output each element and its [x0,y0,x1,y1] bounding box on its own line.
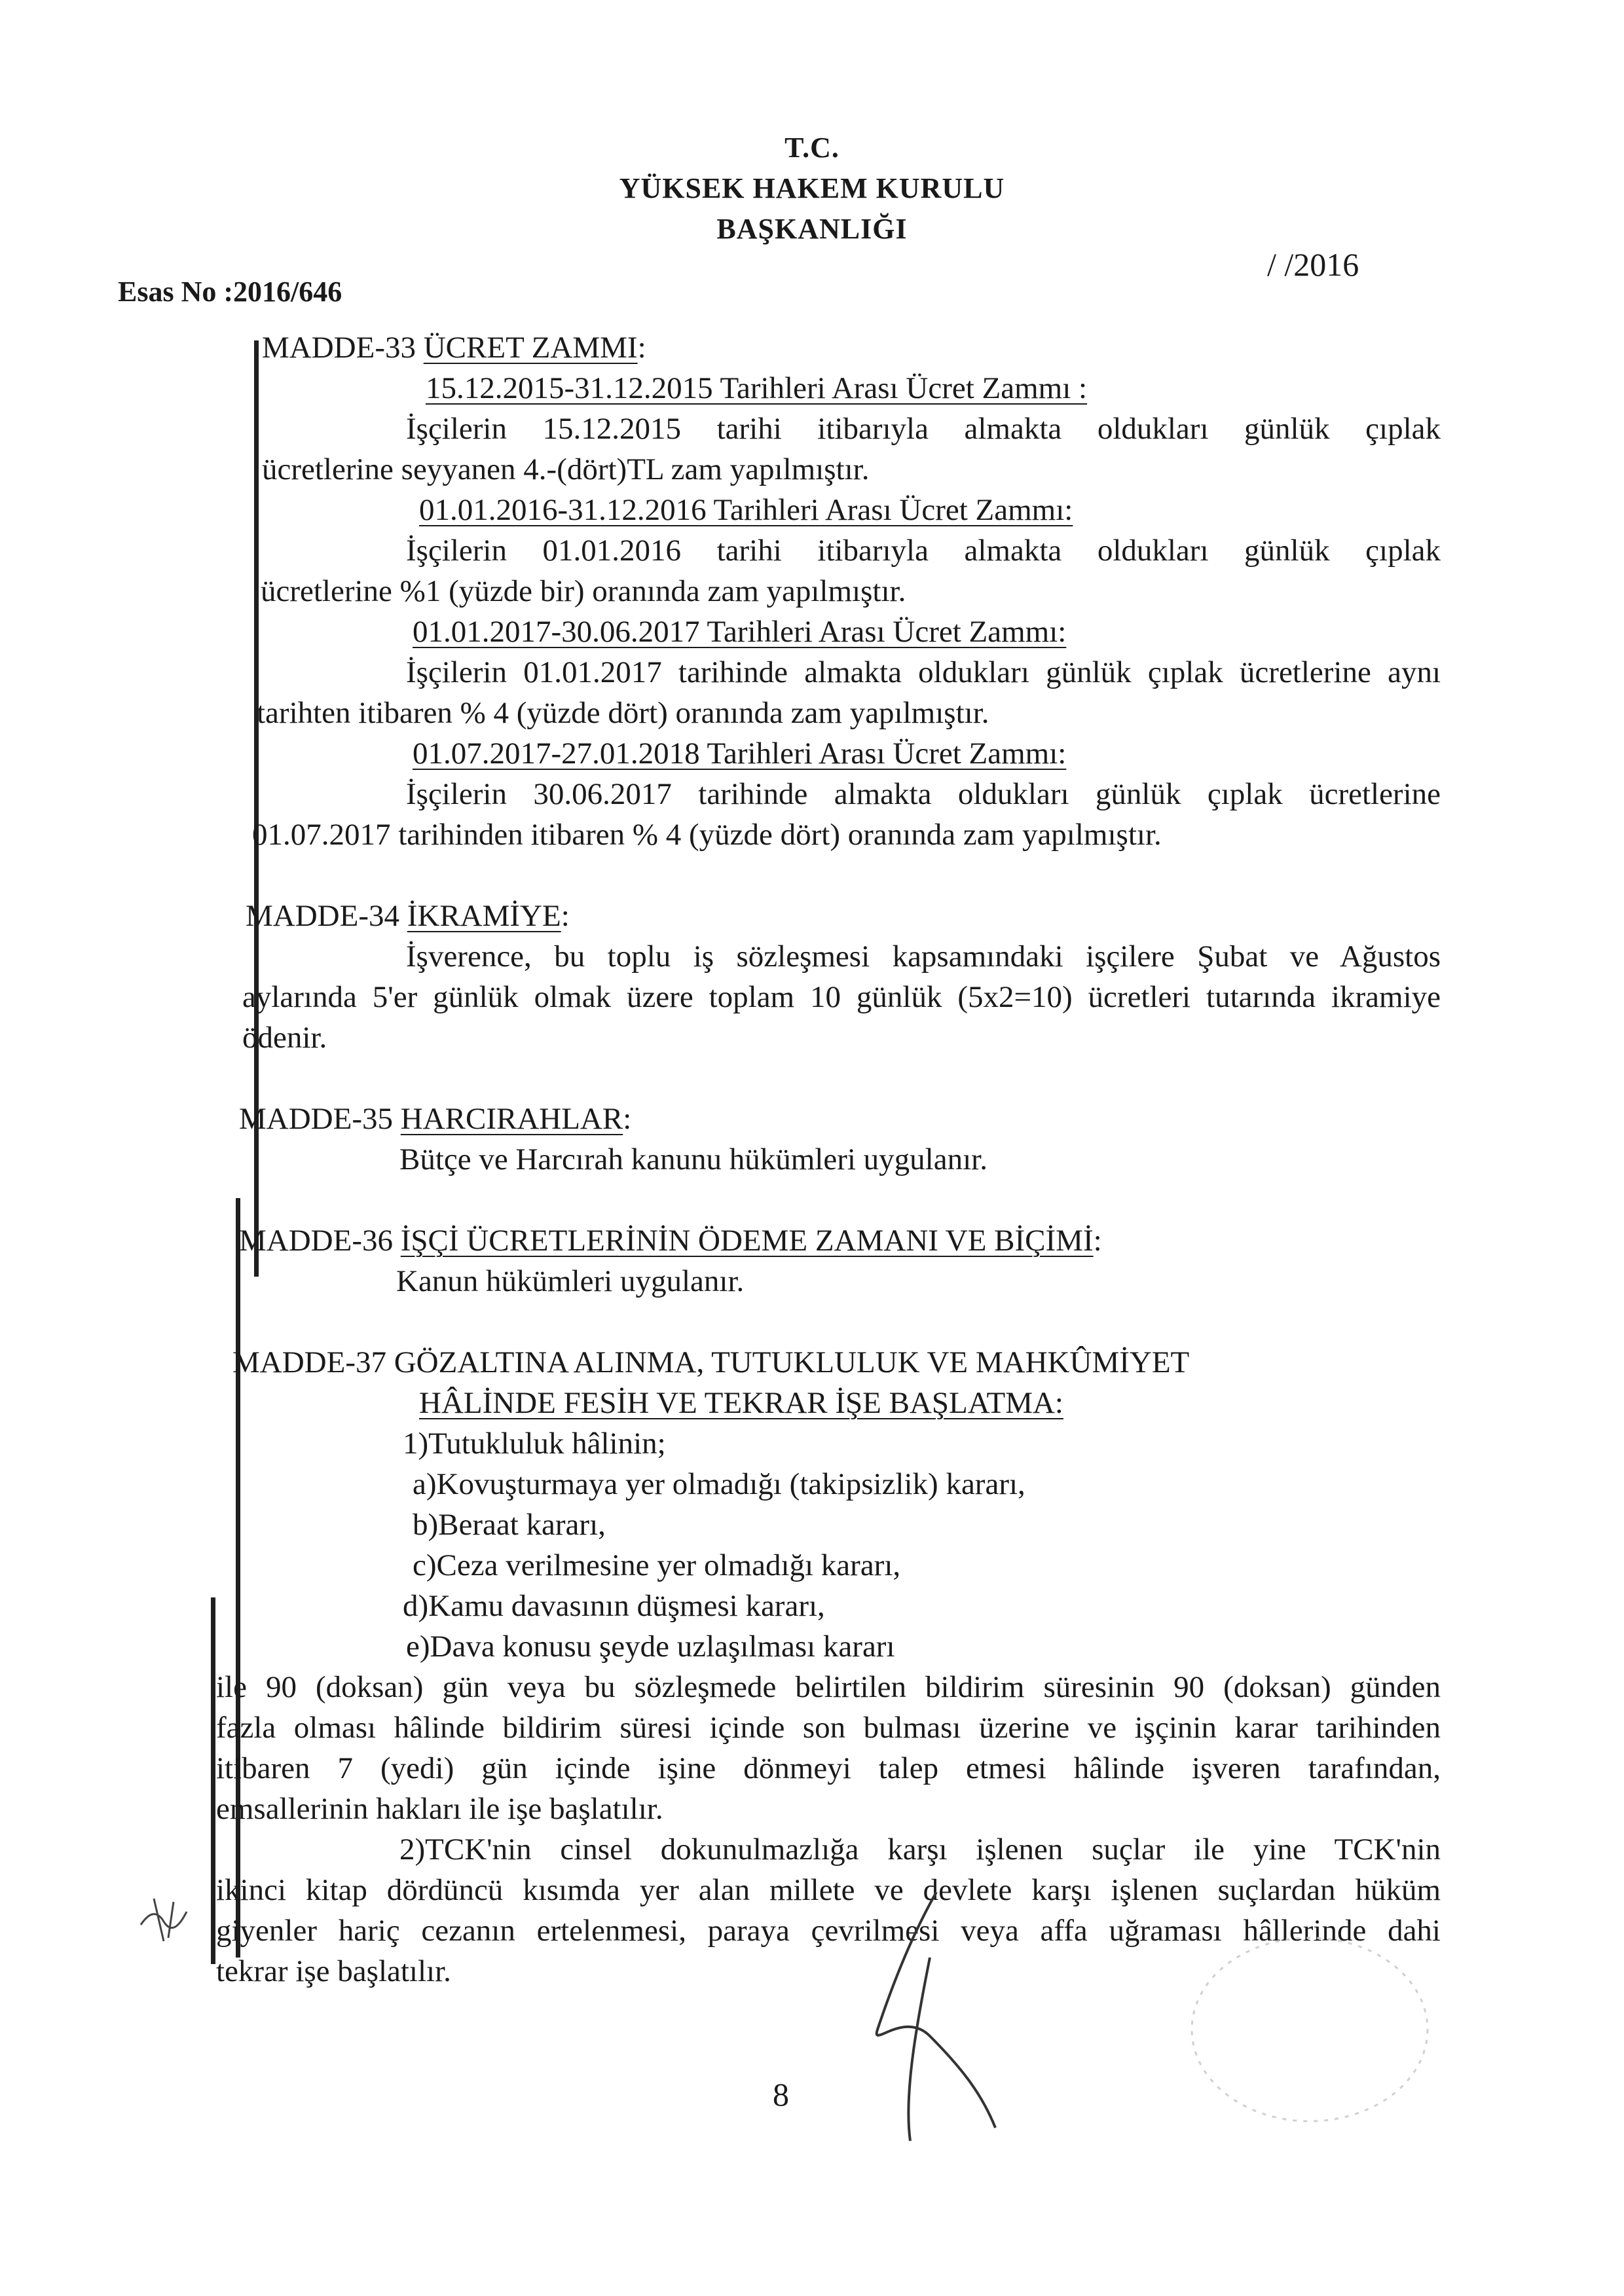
header-tc: T.C. [784,132,840,164]
paragraph-line: ücretlerine %1 (yüzde bir) oranında zam yapılmıştır. [261,574,906,608]
paragraph-line: aylarında 5'er günlük olmak üzere toplam 10 günlük (5x2=10) ücretleri tutarında ikramiye [242,980,1441,1014]
section-heading: 15.12.2015-31.12.2015 Tarihleri Arası Ücret Zammı : [426,371,1088,405]
article-37-heading-cont: HÂLİNDE FESİH VE TEKRAR İŞE BAŞLATMA: [419,1386,1063,1420]
paragraph-line: ücretlerine seyyanen 4.-(dört)TL zam yapılmıştır. [262,452,870,486]
initials-mark [128,1886,206,1944]
case-number: Esas No :2016/646 [118,276,342,308]
article-33-heading: MADDE-33 ÜCRET ZAMMI: [262,331,646,365]
article-34-title: İKRAMİYE [407,899,561,933]
document-body [216,327,1441,1992]
faint-stamp-mark [1172,1918,1447,2141]
section-heading: 01.01.2017-30.06.2017 Tarihleri Arası Ücret Zammı: [413,615,1067,649]
document-date: / /2016 [1267,246,1359,283]
article-33-title: ÜCRET ZAMMI [423,331,638,365]
article-34-heading: MADDE-34 İKRAMİYE: [246,899,570,933]
list-item: d)Kamu davasının düşmesi kararı, [403,1589,825,1623]
section-heading: 01.07.2017-27.01.2018 Tarihleri Arası Ücret Zammı: [413,737,1067,771]
paragraph-line: fazla olması hâlinde bildirim süresi içinde son bulması üzerine ve işçinin karar tarihinden [216,1711,1441,1745]
article-36-title: İŞÇİ ÜCRETLERİNİN ÖDEME ZAMANI VE BİÇİMİ [400,1224,1094,1258]
margin-bar [211,1597,215,1964]
list-item: b)Beraat kararı, [413,1508,606,1542]
header-department: BAŞKANLIĞI [716,213,908,245]
paragraph-line: 2)TCK'nin cinsel dokunulmazlığa karşı işlenen suçlar ile yine TCK'nin [399,1832,1441,1867]
paragraph-line: Kanun hükümleri uygulanır. [396,1264,745,1298]
paragraph-line: İşçilerin 15.12.2015 tarihi itibarıyla almakta oldukları günlük çıplak [406,412,1441,446]
paragraph-line: ile 90 (doksan) gün veya bu sözleşmede belirtilen bildirim süresinin 90 (doksan) günden [216,1670,1441,1704]
spacer [216,1302,1441,1342]
spacer [216,855,1441,896]
paragraph-line: ikinci kitap dördüncü kısımda yer alan millete ve devlete karşı işlenen suçlardan hüküm [216,1873,1441,1907]
paragraph-line: 01.07.2017 tarihinden itibaren % 4 (yüzde dört) oranında zam yapılmıştır. [252,818,1162,852]
list-item: 1)Tutukluluk hâlinin; [403,1427,666,1461]
article-35-title: HARCIRAHLAR [400,1102,623,1136]
spacer [216,1058,1441,1099]
paragraph-line: ödenir. [242,1021,327,1055]
paragraph-line: itibaren 7 (yedi) gün içinde işine dönmeyi talep etmesi hâlinde işveren tarafından, [216,1751,1441,1785]
spacer [216,1180,1441,1220]
paragraph-line: İşçilerin 01.01.2017 tarihinde almakta oldukları günlük çıplak ücretlerine aynı [406,655,1441,689]
paragraph-line: emsallerinin hakları ile işe başlatılır. [216,1792,663,1826]
paragraph-line: İşverence, bu toplu iş sözleşmesi kapsamındaki işçilere Şubat ve Ağustos [406,939,1441,974]
article-35-heading: MADDE-35 HARCIRAHLAR: [239,1102,632,1136]
paragraph-line: tekrar işe başlatılır. [216,1954,451,1988]
paragraph-line: giyenler hariç cezanın ertelenmesi, paraya çevrilmesi veya affa uğraması hâllerinde dahi [216,1914,1441,1948]
header-institution: YÜKSEK HAKEM KURULU [619,172,1005,204]
paragraph-line: İşçilerin 01.01.2016 tarihi itibarıyla almakta oldukları günlük çıplak [406,534,1441,568]
article-36-heading: MADDE-36 İŞÇİ ÜCRETLERİNİN ÖDEME ZAMANI VE BİÇİMİ: [239,1224,1102,1258]
page-number: 8 [773,2076,789,2113]
paragraph-line: Bütçe ve Harcırah kanunu hükümleri uygulanır. [399,1142,987,1176]
paragraph-line: tarihten itibaren % 4 (yüzde dört) oranında zam yapılmıştır. [257,696,989,730]
list-item: c)Ceza verilmesine yer olmadığı kararı, [413,1548,901,1582]
article-37-heading: MADDE-37 GÖZALTINA ALINMA, TUTUKLULUK VE MAHKÛMİYET [232,1345,1190,1379]
paragraph-line: İşçilerin 30.06.2017 tarihinde almakta oldukları günlük çıplak ücretlerine [406,777,1441,811]
signature-mark [832,1879,1067,2154]
section-heading: 01.01.2016-31.12.2016 Tarihleri Arası Ücret Zammı: [419,493,1073,527]
list-item: a)Kovuşturmaya yer olmadığı (takipsizlik) kararı, [413,1467,1025,1501]
document-header [0,128,1624,249]
list-item: e)Dava konusu şeyde uzlaşılması kararı [406,1630,895,1664]
